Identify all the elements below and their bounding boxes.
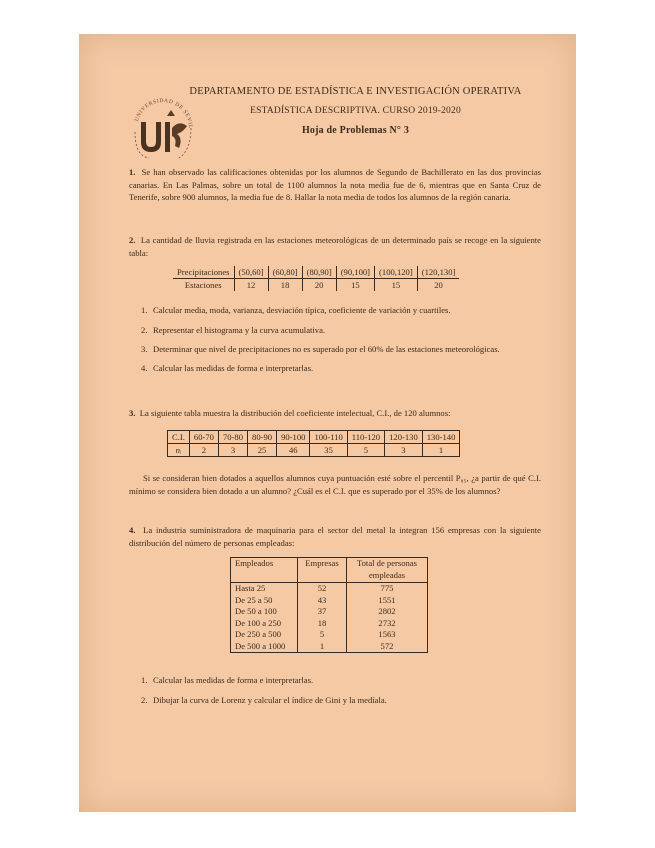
- problem-4-items: [141, 674, 541, 712]
- problem-2-items: [141, 304, 541, 380]
- table-cell: 5: [347, 444, 384, 457]
- problem-1: [129, 166, 541, 204]
- course-title: ESTADÍSTICA DESCRIPTIVA. CURSO 2019-2020: [250, 106, 461, 116]
- table-cell: 25: [248, 444, 277, 457]
- table-header: C.I.: [168, 431, 190, 444]
- table-header: 110-120: [347, 431, 384, 444]
- table-header: (50,60]: [234, 266, 268, 279]
- table-cell: 1: [422, 444, 460, 457]
- sheet-title: Hoja de Problemas N° 3: [301, 125, 410, 136]
- problem-3: [129, 407, 541, 420]
- table-cell: 18: [268, 279, 302, 292]
- table-row: De 250 a 500 5 1563: [231, 629, 428, 641]
- table-row: De 100 a 250 18 2732: [231, 618, 428, 630]
- table-cell: 3: [218, 444, 247, 457]
- table-cell: 3: [385, 444, 423, 457]
- problem-number: 3.: [129, 408, 136, 418]
- list-item: 2. Representar el histograma y la curva acumulativa.: [141, 324, 326, 335]
- table-cell: nᵢ: [168, 444, 190, 457]
- table-header: 60-70: [189, 431, 218, 444]
- problem-2: [129, 234, 541, 259]
- table-header: 70-80: [218, 431, 247, 444]
- table-header: (90,100]: [336, 266, 374, 279]
- table-header: Empleados: [231, 558, 298, 583]
- table-cell: 35: [310, 444, 347, 457]
- table-header: (120,130]: [417, 266, 459, 279]
- table-header: Total de personas empleadas: [347, 558, 428, 583]
- table-header: Precipitaciones: [173, 266, 234, 279]
- table-header: 120-130: [385, 431, 423, 444]
- table-cell: 20: [302, 279, 336, 292]
- table-cell: 46: [277, 444, 310, 457]
- table-cell: Estaciones: [184, 280, 222, 290]
- table-header: 100-110: [310, 431, 347, 444]
- table-row: Hasta 25 52 775: [231, 583, 428, 595]
- problem-text: Se han observado las calificaciones obtenidas por los alumnos de Segundo de Bachillerato en las dos provincias canarias. En Las Palmas, sobre un total de 1100 alumnos la nota media fue de 6, mientras que en Santa Cruz de Tenerife, sobre 900 alumnos, la media fue de 8. Hallar la nota media de todos los alumnos de la región canaria.: [129, 167, 541, 203]
- problem-number: 1.: [129, 167, 136, 177]
- list-item: 2. Dibujar la curva de Lorenz y calcular el índice de Gini y la medíala.: [141, 694, 387, 705]
- problem-text: La cantidad de lluvia registrada en las estaciones meteorológicas de un determinado país se recoge en la siguiente tabla:: [129, 235, 541, 258]
- table-header: 90-100: [277, 431, 310, 444]
- department-title: DEPARTAMENTO DE ESTADÍSTICA E INVESTIGACIÓN OPERATIVA: [189, 86, 522, 97]
- problem-text: La siguiente tabla muestra la distribución del coeficiente intelectual, C.I., de 120 alumnos:: [139, 408, 451, 418]
- problem-text: La industria suministradora de maquinaria para el sector del metal la integran 156 empresas con la siguiente distribución del número de personas empleadas:: [129, 525, 541, 548]
- problem-number: 2.: [129, 235, 136, 245]
- table-row: De 50 a 100 37 2802: [231, 606, 428, 618]
- table-header: 130-140: [422, 431, 460, 444]
- list-item: 4. Calcular las medidas de forma e interpretarlas.: [141, 362, 314, 373]
- table-header: (60,80]: [268, 266, 302, 279]
- table-header: (100,120]: [375, 266, 418, 279]
- employment-table: [230, 557, 428, 653]
- table-cell: 12: [234, 279, 268, 292]
- list-item: 1. Calcular las medidas de forma e interpretarlas.: [141, 675, 314, 685]
- paper-sheet: [79, 34, 576, 812]
- precipitation-table: [173, 266, 459, 291]
- table-header: 80-90: [248, 431, 277, 444]
- table-row: De 500 a 1000 1 572: [231, 641, 428, 653]
- table-cell: 2: [189, 444, 218, 457]
- ci-table: [167, 430, 460, 457]
- table-header: (80,90]: [302, 266, 336, 279]
- table-row: De 25 a 50 43 1551: [231, 595, 428, 607]
- table-header: Empresas: [298, 558, 347, 583]
- problem-number: 4.: [129, 525, 136, 535]
- list-item: 1. Calcular media, moda, varianza, desviación típica, coeficiente de variación y cuartiles.: [141, 305, 451, 315]
- table-cell: 20: [417, 279, 459, 292]
- problem-4: [129, 524, 541, 549]
- table-cell: 15: [336, 279, 374, 292]
- list-item: 3. Determinar que nivel de precipitaciones no es superado por el 60% de las estaciones meteorológicas.: [141, 344, 500, 355]
- svg-text:UNIVERSIDAD DE SEVILLA: UNIVERSIDAD DE SEVIL: [133, 97, 194, 129]
- table-cell: 15: [375, 279, 418, 292]
- problem-3-question: Si se consideran bien dotados a aquellos alumnos cuya puntuación esté sobre el percentil P₈₅, ¿a partir de qué C.I. mínimo se considera bien dotado a un alumno? ¿Cuál es el C.I. que es superado por el 35% de los alumnos?: [129, 473, 541, 496]
